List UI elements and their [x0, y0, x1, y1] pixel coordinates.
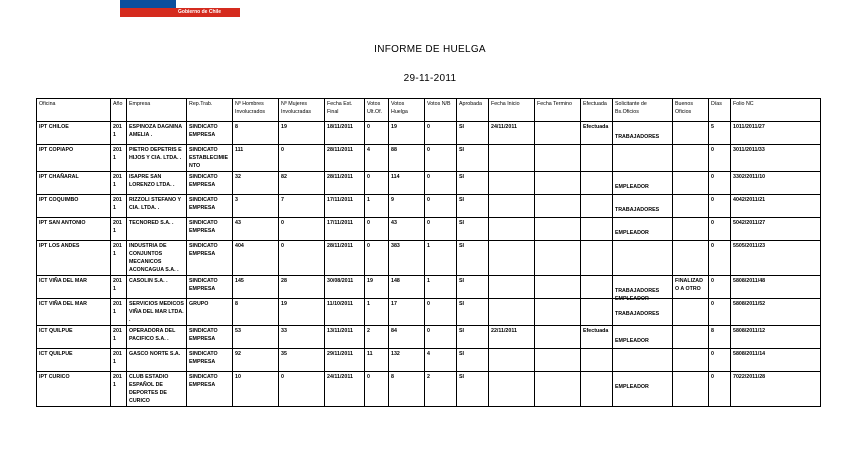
table-cell: [613, 349, 673, 372]
table-row: [37, 276, 821, 299]
table-cell: [489, 349, 535, 372]
table-cell: [489, 218, 535, 241]
table-cell: 84: [389, 326, 425, 349]
table-cell: 92: [233, 349, 279, 372]
table-cell: SINDICATO EMPRESA: [187, 195, 233, 218]
table-cell: [489, 195, 535, 218]
table-cell: 3011/2011/33: [731, 145, 821, 172]
table-cell: SI: [457, 145, 489, 172]
table-cell: 0: [365, 241, 389, 276]
table-cell: SINDICATO ESTABLECIMIENTO: [187, 145, 233, 172]
table-cell: SI: [457, 276, 489, 299]
table-cell: Efectuada: [581, 122, 613, 145]
table-row: [37, 349, 821, 372]
table-cell: [535, 276, 581, 299]
gobierno-logo: [120, 0, 240, 17]
table-cell: ESPINOZA DAGNINA AMELIA .: [127, 122, 187, 145]
table-cell: 22/11/2011: [489, 326, 535, 349]
table-cell: 1: [365, 299, 389, 326]
table-cell: 5808/2011/48: [731, 276, 821, 299]
table-cell: SI: [457, 122, 489, 145]
table-cell: 5505/2011/23: [731, 241, 821, 276]
table-cell: TRABAJADORES: [613, 122, 673, 145]
table-cell: 17/11/2011: [325, 195, 365, 218]
table-cell: 43: [389, 218, 425, 241]
table-cell: 7: [279, 195, 325, 218]
report-date: 29-11-2011: [403, 73, 457, 84]
table-cell: 111: [233, 145, 279, 172]
table-cell: SINDICATO EMPRESA: [187, 122, 233, 145]
table-cell: [581, 172, 613, 195]
table-cell: [535, 172, 581, 195]
table-cell: 2011: [111, 241, 127, 276]
table-cell: 0: [365, 372, 389, 407]
table-cell: [673, 299, 709, 326]
table-cell: 1: [425, 241, 457, 276]
table-cell: 18/11/2011: [325, 122, 365, 145]
table-cell: 2011: [111, 299, 127, 326]
table-row: [37, 326, 821, 349]
table-row: [37, 172, 821, 195]
table-cell: [673, 372, 709, 407]
table-cell: [613, 145, 673, 172]
table-cell: [673, 145, 709, 172]
table-cell: 0: [425, 195, 457, 218]
table-cell: 19: [279, 299, 325, 326]
table-cell: 28: [279, 276, 325, 299]
table-cell: 4042/2011/21: [731, 195, 821, 218]
table-cell: 132: [389, 349, 425, 372]
column-header: Año: [111, 99, 127, 122]
table-row: [37, 299, 821, 326]
table-cell: TECNORED S.A. .: [127, 218, 187, 241]
table-cell: 4: [425, 349, 457, 372]
table-cell: IPT CHILOE: [37, 122, 111, 145]
table-cell: SERVICIOS MEDICOS VIÑA DEL MAR LTDA. .: [127, 299, 187, 326]
table-cell: RIZZOLI STEFANO Y CIA. LTDA. .: [127, 195, 187, 218]
table-cell: 30/08/2011: [325, 276, 365, 299]
table-cell: 5808/2011/12: [731, 326, 821, 349]
table-cell: [673, 195, 709, 218]
table-cell: ICT QUILPUE: [37, 326, 111, 349]
table-row: [37, 122, 821, 145]
table-cell: 2011: [111, 145, 127, 172]
column-header: Fecha Termino: [535, 99, 581, 122]
table-row: [37, 195, 821, 218]
table-cell: [673, 172, 709, 195]
table-row: [37, 372, 821, 407]
column-header: Buenos Oficios: [673, 99, 709, 122]
table-cell: [535, 349, 581, 372]
table-cell: [489, 276, 535, 299]
table-cell: SI: [457, 299, 489, 326]
table-cell: 8: [233, 299, 279, 326]
column-header: Rep.Trab.: [187, 99, 233, 122]
table-cell: 2: [365, 326, 389, 349]
column-header: Votos Ult.Of.: [365, 99, 389, 122]
table-cell: 0: [425, 299, 457, 326]
table-cell: 53: [233, 326, 279, 349]
table-cell: 0: [709, 372, 731, 407]
column-header: Empresa: [127, 99, 187, 122]
table-cell: 11/10/2011: [325, 299, 365, 326]
table-cell: EMPLEADOR: [613, 218, 673, 241]
table-cell: [581, 349, 613, 372]
table-cell: 2011: [111, 372, 127, 407]
table-cell: SINDICATO EMPRESA: [187, 276, 233, 299]
table-cell: 0: [425, 122, 457, 145]
table-cell: TRABAJADORES EMPLEADOR: [613, 276, 673, 299]
column-header: Folio NC: [731, 99, 821, 122]
table-cell: 0: [709, 241, 731, 276]
table-cell: [535, 372, 581, 407]
table-cell: 8: [709, 326, 731, 349]
table-header-row: [37, 99, 821, 122]
table-cell: EMPLEADOR: [613, 326, 673, 349]
table-cell: SINDICATO EMPRESA: [187, 241, 233, 276]
column-header: Efectuada: [581, 99, 613, 122]
table-cell: 0: [709, 145, 731, 172]
table-cell: IPT COPIAPO: [37, 145, 111, 172]
column-header: Votos Huelga: [389, 99, 425, 122]
table-cell: 7022/2011/28: [731, 372, 821, 407]
table-cell: INDUSTRIA DE CONJUNTOS MECANICOS ACONCAGUA S.A. .: [127, 241, 187, 276]
table-cell: 82: [279, 172, 325, 195]
table-cell: 0: [425, 326, 457, 349]
table-cell: 28/11/2011: [325, 145, 365, 172]
table-cell: 5808/2011/14: [731, 349, 821, 372]
table-cell: 0: [425, 172, 457, 195]
table-cell: [489, 172, 535, 195]
table-cell: 0: [279, 241, 325, 276]
table-cell: 0: [709, 218, 731, 241]
table-cell: 0: [365, 218, 389, 241]
table-cell: 404: [233, 241, 279, 276]
table-cell: 5: [709, 122, 731, 145]
table-cell: ISAPRE SAN LORENZO LTDA. .: [127, 172, 187, 195]
table-cell: SI: [457, 195, 489, 218]
table-cell: PIETRO DEPETRIS E HIJOS Y CIA. LTDA. .: [127, 145, 187, 172]
table-cell: 0: [425, 145, 457, 172]
table-cell: 2011: [111, 172, 127, 195]
table-cell: 3: [233, 195, 279, 218]
table-cell: OPERADORA DEL PACIFICO S.A. .: [127, 326, 187, 349]
table-cell: EMPLEADOR: [613, 172, 673, 195]
report-title: INFORME DE HUELGA: [374, 44, 486, 55]
table-cell: 0: [279, 372, 325, 407]
table-cell: [489, 241, 535, 276]
table-cell: 4: [365, 145, 389, 172]
table-cell: [535, 299, 581, 326]
table-cell: 24/11/2011: [489, 122, 535, 145]
table-cell: 2011: [111, 218, 127, 241]
logo-blue-block: [120, 0, 176, 8]
table-cell: 13/11/2011: [325, 326, 365, 349]
table-cell: 0: [425, 218, 457, 241]
table-cell: 0: [709, 349, 731, 372]
table-row: [37, 218, 821, 241]
table-cell: 0: [709, 172, 731, 195]
table-cell: [535, 218, 581, 241]
table-cell: [673, 218, 709, 241]
table-cell: [613, 241, 673, 276]
table-cell: 11: [365, 349, 389, 372]
table-cell: 8: [233, 122, 279, 145]
table-cell: 5808/2011/52: [731, 299, 821, 326]
table-cell: 383: [389, 241, 425, 276]
table-cell: 0: [365, 122, 389, 145]
logo-text: Gobierno de Chile: [178, 9, 222, 15]
table-cell: [673, 122, 709, 145]
table-cell: IPT CURICO: [37, 372, 111, 407]
table-cell: SI: [457, 172, 489, 195]
table-cell: SINDICATO EMPRESA: [187, 349, 233, 372]
table-cell: ICT VIÑA DEL MAR: [37, 299, 111, 326]
table-cell: TRABAJADORES: [613, 195, 673, 218]
table-cell: SI: [457, 326, 489, 349]
table-cell: 1: [425, 276, 457, 299]
table-cell: 10: [233, 372, 279, 407]
table-cell: 1: [365, 195, 389, 218]
table-cell: 0: [365, 172, 389, 195]
table-cell: 19: [389, 122, 425, 145]
table-cell: [535, 195, 581, 218]
table-row: [37, 145, 821, 172]
table-cell: [581, 299, 613, 326]
table-cell: GASCO NORTE S.A.: [127, 349, 187, 372]
table-row: [37, 241, 821, 276]
column-header: Nº Hombres Involucrados: [233, 99, 279, 122]
table-cell: 2011: [111, 349, 127, 372]
table-cell: 29/11/2011: [325, 349, 365, 372]
column-header: Solicitante de Bs.Oficios: [613, 99, 673, 122]
table-cell: 28/11/2011: [325, 172, 365, 195]
table-cell: SINDICATO EMPRESA: [187, 372, 233, 407]
table-cell: TRABAJADORES: [613, 299, 673, 326]
table-cell: 1011/2011/27: [731, 122, 821, 145]
table-cell: [535, 145, 581, 172]
table-cell: [673, 241, 709, 276]
table-cell: [581, 372, 613, 407]
table-cell: 0: [709, 276, 731, 299]
table-cell: 0: [709, 195, 731, 218]
table-cell: 8: [389, 372, 425, 407]
table-cell: 19: [365, 276, 389, 299]
table-cell: [535, 241, 581, 276]
table-cell: 24/11/2011: [325, 372, 365, 407]
table-cell: [581, 195, 613, 218]
table-cell: [673, 349, 709, 372]
table-cell: 2: [425, 372, 457, 407]
column-header: Oficina: [37, 99, 111, 122]
table-cell: ICT VIÑA DEL MAR: [37, 276, 111, 299]
table-cell: 2011: [111, 326, 127, 349]
table-cell: GRUPO: [187, 299, 233, 326]
table-cell: 35: [279, 349, 325, 372]
table-cell: CLUB ESTADIO ESPAÑOL DE DEPORTES DE CURICO: [127, 372, 187, 407]
table-cell: 88: [389, 145, 425, 172]
table-cell: 3302/2011/10: [731, 172, 821, 195]
table-cell: SINDICATO EMPRESA: [187, 172, 233, 195]
table-cell: [581, 241, 613, 276]
table-cell: 2011: [111, 276, 127, 299]
column-header: Días: [709, 99, 731, 122]
column-header: Aprobada: [457, 99, 489, 122]
table-cell: 43: [233, 218, 279, 241]
table-cell: 32: [233, 172, 279, 195]
table-cell: 17: [389, 299, 425, 326]
table-cell: IPT CHAÑARAL: [37, 172, 111, 195]
table-cell: SINDICATO EMPRESA: [187, 218, 233, 241]
table-cell: IPT SAN ANTONIO: [37, 218, 111, 241]
table-cell: 2011: [111, 195, 127, 218]
table-cell: SI: [457, 241, 489, 276]
table-cell: 0: [709, 299, 731, 326]
table-cell: 148: [389, 276, 425, 299]
table-cell: 145: [233, 276, 279, 299]
column-header: Fecha Est. Final: [325, 99, 365, 122]
table-cell: 2011: [111, 122, 127, 145]
table-cell: [581, 145, 613, 172]
table-cell: FINALIZADO A OTRO: [673, 276, 709, 299]
table-cell: IPT LOS ANDES: [37, 241, 111, 276]
table-cell: 19: [279, 122, 325, 145]
table-cell: ICT QUILPUE: [37, 349, 111, 372]
table-cell: [581, 276, 613, 299]
table-cell: 28/11/2011: [325, 241, 365, 276]
table-cell: SI: [457, 218, 489, 241]
table-cell: IPT COQUIMBO: [37, 195, 111, 218]
table-cell: [489, 372, 535, 407]
table-cell: SI: [457, 349, 489, 372]
column-header: Fecha Inicio: [489, 99, 535, 122]
table-cell: [581, 218, 613, 241]
table-cell: [489, 145, 535, 172]
table-cell: [489, 299, 535, 326]
table-cell: 9: [389, 195, 425, 218]
table-cell: 5042/2011/27: [731, 218, 821, 241]
column-header: Votos N/B: [425, 99, 457, 122]
table-cell: CASOLIN S.A. .: [127, 276, 187, 299]
strike-report-table: [36, 98, 821, 407]
table-cell: [673, 326, 709, 349]
table-cell: [535, 326, 581, 349]
table-cell: 114: [389, 172, 425, 195]
table-cell: Efectuada: [581, 326, 613, 349]
table-cell: 17/11/2011: [325, 218, 365, 241]
column-header: Nº Mujeres Involucradas: [279, 99, 325, 122]
table-cell: SI: [457, 372, 489, 407]
table-cell: SINDICATO EMPRESA: [187, 326, 233, 349]
table-cell: EMPLEADOR: [613, 372, 673, 407]
table-cell: [535, 122, 581, 145]
table-cell: 0: [279, 218, 325, 241]
table-cell: 0: [279, 145, 325, 172]
table-cell: 33: [279, 326, 325, 349]
